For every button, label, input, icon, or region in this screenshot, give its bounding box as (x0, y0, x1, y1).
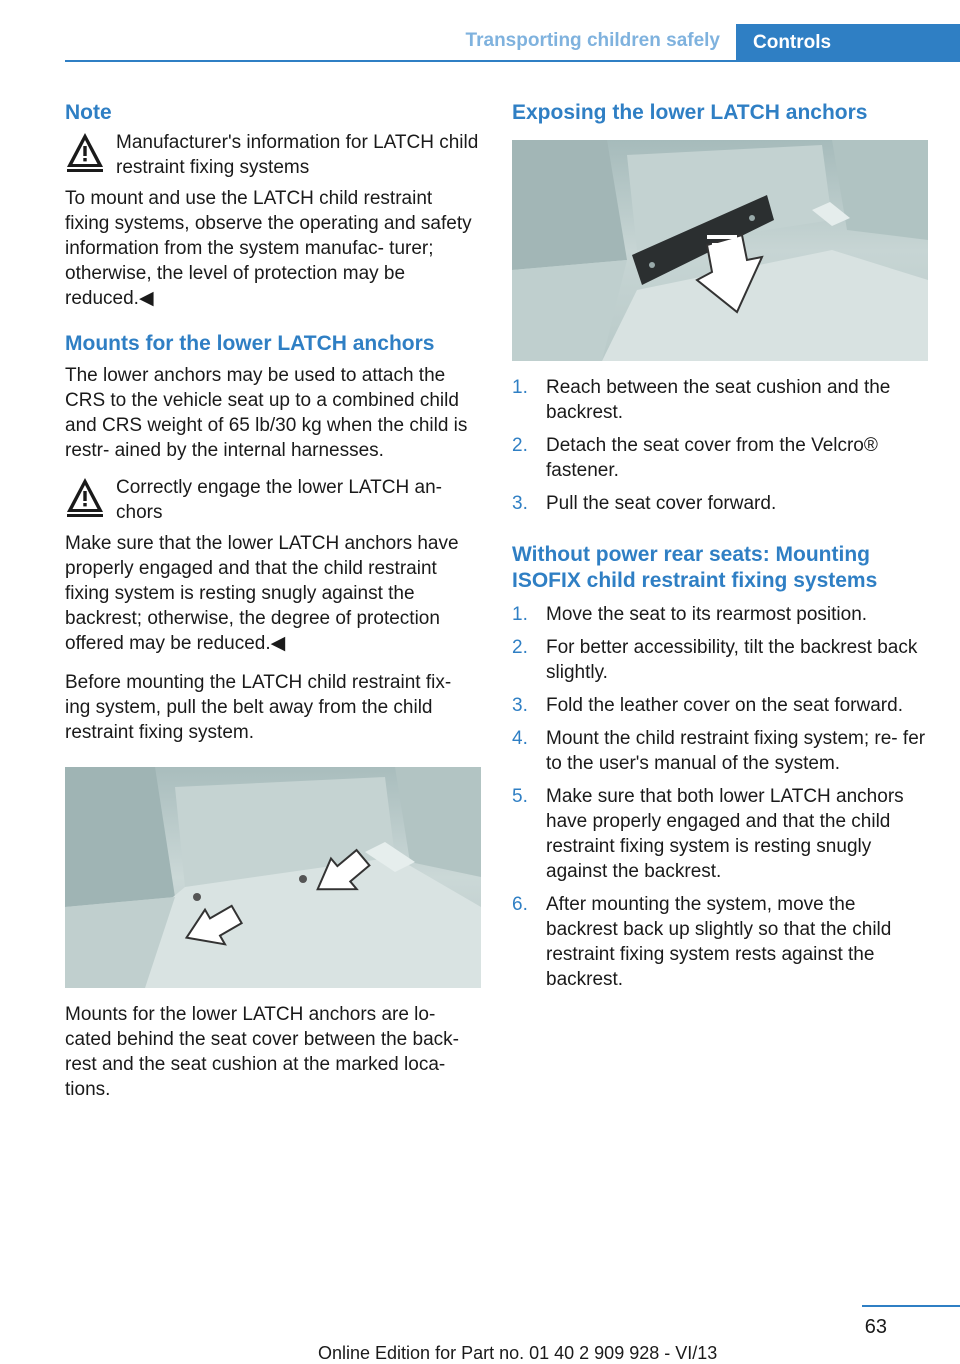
exposing-anchors-photo (512, 140, 928, 361)
footer-edition: Online Edition for Part no. 01 40 2 909 928 - VI/13 (318, 1343, 718, 1363)
list-item: 1. Move the seat to its rearmost position. (512, 604, 868, 625)
mounts-heading: Mounts for the lower LATCH anchors (65, 332, 435, 355)
exposing-steps-list (512, 375, 928, 516)
header-rule (65, 60, 960, 62)
mounts-body: The lower anchors may be used to attach the CRS to the vehicle seat up to a combined child and CRS weight of 65 lb/30 kg when the child is restr- ained by the internal harnesses. (65, 365, 468, 461)
right-column (512, 100, 928, 1000)
list-item: 1. Reach between the seat cushion and the backrest. (512, 377, 891, 423)
list-item: 3. Pull the seat cover forward. (512, 493, 777, 514)
list-item: 2. For better accessibility, tilt the backrest back slightly. (512, 637, 918, 683)
page-number: 63 (864, 1316, 887, 1338)
warning-icon (65, 475, 105, 517)
list-item: 2. Detach the seat cover from the Velcro® fastener. (512, 435, 878, 481)
list-item: 3. Fold the leather cover on the seat forward. (512, 695, 903, 716)
warning-1-body: To mount and use the LATCH child restraint fixing systems, observe the operating and safety information from the system manufac- turer; otherwise, the level of protection may be reduced.◀ (65, 188, 472, 309)
list-item: 4. Mount the child restraint fixing system; re- fer to the user's manual of the system. (512, 728, 926, 774)
header-section-title: Transporting children safely (465, 30, 720, 51)
list-item: 6. After mounting the system, move the backrest back up slightly so that the child restraint fixing system rests against the backrest. (512, 894, 892, 990)
note-heading: Note (65, 101, 112, 124)
warning-icon (65, 130, 105, 172)
seat-mounts-photo (65, 767, 481, 988)
isofix-heading: Without power rear seats: Mounting ISOFIX child restraint fixing systems (512, 543, 878, 592)
mounts-location-text: Mounts for the lower LATCH anchors are lo- cated behind the seat cover between the back- rest and the seat cushion at the marked loca- tions. (65, 1004, 459, 1100)
isofix-steps-list (512, 602, 928, 992)
footer-rule (862, 1305, 960, 1307)
warning-1-title: Manufacturer's information for LATCH child restraint fixing systems (116, 132, 479, 178)
warning-block-2 (65, 475, 481, 525)
warning-2-body: Make sure that the lower LATCH anchors have properly engaged and that the child restraint fixing system is resting snugly against the backrest; otherwise, the degree of protection offered may be reduced.◀ (65, 533, 459, 654)
header-chapter-tab: Controls (736, 24, 960, 62)
warning-2-title: Correctly engage the lower LATCH an- chors (116, 477, 442, 523)
list-item: 5. Make sure that both lower LATCH anchors have properly engaged and that the child restraint fixing system is resting snugly against the backrest. (512, 786, 904, 882)
left-column (65, 100, 481, 1102)
warning-block-1 (65, 130, 481, 180)
before-mounting-text: Before mounting the LATCH child restraint fix- ing system, pull the belt away from the child restraint fixing system. (65, 672, 452, 743)
exposing-heading: Exposing the lower LATCH anchors (512, 101, 868, 124)
